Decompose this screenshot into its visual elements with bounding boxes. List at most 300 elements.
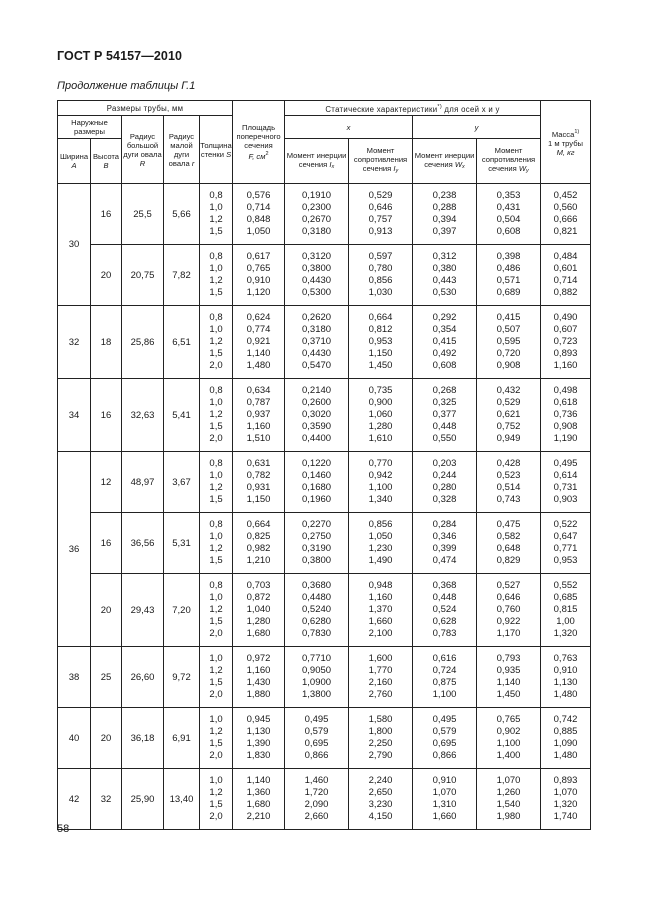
cell-mass [541,769,591,830]
cell-value: 1,2 [209,214,223,225]
cell-value: 0,398 [496,251,521,262]
cell-value: 0,910 [432,775,457,786]
cell-value: 0,621 [496,409,521,420]
cell-area [233,306,285,379]
cell-width-a: 38 [58,647,91,708]
cell-value: 0,2140 [302,385,332,396]
cell-value: 1,100 [432,689,457,700]
cell-value: 0,742 [553,714,578,725]
cell-value: 0,736 [553,409,578,420]
cell-height-b: 16 [91,379,122,452]
cell-value: 0,3020 [302,409,332,420]
header-width: Ширина A [58,139,91,184]
cell-inertia-y [413,452,477,513]
cell-mass [541,379,591,452]
cell-thickness [200,184,233,245]
cell-value: 0,829 [496,555,521,566]
cell-value: 1,3800 [302,689,332,700]
cell-value: 0,607 [553,324,578,335]
cell-value: 0,848 [246,214,271,225]
cell-value: 0,763 [553,653,578,664]
cell-value: 0,910 [246,275,271,286]
cell-height-b: 16 [91,184,122,245]
cell-value: 0,8 [209,519,223,530]
cell-value: 0,3120 [302,251,332,262]
cell-value: 1,400 [496,750,521,761]
cell-value: 0,666 [553,214,578,225]
table-row [58,452,591,513]
table-row [58,647,591,708]
cell-value: 2,0 [209,628,223,639]
cell-value: 0,428 [496,458,521,469]
cell-value: 0,448 [432,421,457,432]
cell-resistance-x [349,184,413,245]
cell-small-radius: 5,31 [164,513,200,574]
cell-value: 1,680 [246,628,271,639]
cell-value: 0,856 [368,275,393,286]
pipe-properties-table [57,100,591,830]
cell-value: 1,070 [553,787,578,798]
cell-height-b: 20 [91,574,122,647]
cell-value: 2,760 [368,689,393,700]
cell-value: 0,3680 [302,580,332,591]
cell-value: 1,460 [304,775,329,786]
cell-value: 0,3800 [302,555,332,566]
cell-value: 0,949 [496,433,521,444]
cell-value: 0,937 [246,409,271,420]
cell-value: 1,370 [368,604,393,615]
cell-resistance-y [477,245,541,306]
cell-inertia-x [285,708,349,769]
cell-mass [541,513,591,574]
header-resistance-y: Момент сопротивления сечения Wy [477,139,541,184]
cell-value: 1,680 [246,799,271,810]
cell-value: 0,893 [553,775,578,786]
cell-value: 0,770 [368,458,393,469]
table-body [58,184,591,830]
cell-value: 1,740 [553,811,578,822]
cell-value: 1,5 [209,555,223,566]
cell-value: 0,624 [246,312,271,323]
cell-value: 1,540 [496,799,521,810]
cell-inertia-x [285,245,349,306]
cell-value: 0,571 [496,275,521,286]
cell-value: 0,7710 [302,653,332,664]
cell-resistance-y [477,184,541,245]
cell-value: 0,4400 [302,433,332,444]
cell-value: 1,0 [209,653,223,664]
cell-value: 2,790 [368,750,393,761]
cell-thickness [200,245,233,306]
cell-value: 0,608 [432,360,457,371]
cell-value: 0,953 [368,336,393,347]
cell-resistance-x [349,513,413,574]
cell-height-b: 12 [91,452,122,513]
cell-value: 1,450 [496,689,521,700]
cell-area [233,647,285,708]
cell-value: 0,664 [246,519,271,530]
cell-value: 0,5240 [302,604,332,615]
cell-value: 0,560 [553,202,578,213]
cell-value: 0,902 [496,726,521,737]
cell-value: 0,723 [553,336,578,347]
cell-value: 0,3180 [302,324,332,335]
cell-value: 0,731 [553,482,578,493]
cell-height-b: 25 [91,647,122,708]
cell-value: 0,397 [432,226,457,237]
cell-value: 1,490 [368,555,393,566]
cell-value: 1,190 [553,433,578,444]
cell-value: 0,380 [432,263,457,274]
cell-value: 0,495 [304,714,329,725]
cell-value: 2,0 [209,360,223,371]
cell-resistance-y [477,708,541,769]
cell-value: 0,346 [432,531,457,542]
cell-value: 0,866 [432,750,457,761]
cell-height-b: 20 [91,245,122,306]
cell-value: 1,060 [368,409,393,420]
cell-resistance-x [349,452,413,513]
cell-value: 2,210 [246,811,271,822]
cell-value: 0,2620 [302,312,332,323]
cell-value: 1,150 [246,494,271,505]
cell-value: 1,030 [368,287,393,298]
cell-value: 0,714 [553,275,578,286]
cell-value: 1,0 [209,531,223,542]
cell-value: 0,6280 [302,616,332,627]
cell-value: 1,00 [556,616,575,627]
cell-value: 0,882 [553,287,578,298]
cell-value: 0,8 [209,312,223,323]
cell-value: 1,0 [209,714,223,725]
cell-value: 0,514 [496,482,521,493]
cell-resistance-x [349,769,413,830]
cell-value: 0,280 [432,482,457,493]
cell-value: 2,100 [368,628,393,639]
cell-value: 0,8 [209,385,223,396]
header-inertia-y: Момент инерции сечения Wx [413,139,477,184]
cell-width-a: 34 [58,379,91,452]
cell-value: 0,492 [432,348,457,359]
cell-thickness [200,452,233,513]
cell-width-a: 40 [58,708,91,769]
header-outer-sizes: Наружные размеры [58,116,122,139]
cell-mass [541,708,591,769]
cell-value: 1,480 [553,750,578,761]
cell-value: 1,5 [209,799,223,810]
cell-value: 0,2670 [302,214,332,225]
cell-value: 0,579 [432,726,457,737]
cell-value: 0,312 [432,251,457,262]
cell-value: 1,2 [209,409,223,420]
cell-value: 1,2 [209,543,223,554]
cell-inertia-y [413,513,477,574]
cell-value: 1,510 [246,433,271,444]
cell-value: 0,486 [496,263,521,274]
cell-big-radius: 20,75 [122,245,164,306]
cell-thickness [200,513,233,574]
cell-value: 2,250 [368,738,393,749]
cell-thickness [200,708,233,769]
cell-value: 0,292 [432,312,457,323]
cell-value: 0,628 [432,616,457,627]
table-row [58,708,591,769]
cell-height-b: 20 [91,708,122,769]
header-pipe-sizes: Размеры трубы, мм [58,101,233,116]
table-row [58,379,591,452]
cell-inertia-y [413,574,477,647]
cell-value: 0,910 [553,665,578,676]
cell-small-radius: 7,82 [164,245,200,306]
header-axis-x: x [285,116,413,139]
cell-width-a: 30 [58,184,91,306]
cell-inertia-y [413,245,477,306]
cell-value: 4,150 [368,811,393,822]
cell-value: 0,757 [368,214,393,225]
cell-value: 0,1460 [302,470,332,481]
cell-value: 0,982 [246,543,271,554]
cell-value: 0,703 [246,580,271,591]
cell-value: 0,579 [304,726,329,737]
cell-value: 0,695 [432,738,457,749]
header-resistance-x: Момент сопротивления сечения Iy [349,139,413,184]
cell-resistance-y [477,769,541,830]
cell-value: 0,507 [496,324,521,335]
cell-value: 0,504 [496,214,521,225]
cell-value: 0,5300 [302,287,332,298]
cell-value: 1,5 [209,226,223,237]
cell-value: 1,120 [246,287,271,298]
cell-value: 1,210 [246,555,271,566]
cell-value: 0,530 [432,287,457,298]
cell-value: 1,130 [246,726,271,737]
cell-big-radius: 26,60 [122,647,164,708]
cell-value: 0,490 [553,312,578,323]
cell-value: 1,310 [432,799,457,810]
cell-value: 0,614 [553,470,578,481]
cell-value: 3,230 [368,799,393,810]
cell-value: 1,320 [553,628,578,639]
cell-value: 0,875 [432,677,457,688]
cell-value: 0,821 [553,226,578,237]
cell-value: 0,432 [496,385,521,396]
cell-value: 1,2 [209,787,223,798]
cell-value: 0,284 [432,519,457,530]
cell-value: 0,495 [553,458,578,469]
cell-value: 0,608 [496,226,521,237]
cell-big-radius: 25,5 [122,184,164,245]
cell-area [233,184,285,245]
cell-value: 0,203 [432,458,457,469]
cell-value: 1,830 [246,750,271,761]
cell-value: 0,771 [553,543,578,554]
cell-value: 1,880 [246,689,271,700]
cell-big-radius: 32,63 [122,379,164,452]
cell-thickness [200,306,233,379]
cell-height-b: 32 [91,769,122,830]
header-height: Высота B [91,139,122,184]
cell-value: 1,480 [553,689,578,700]
cell-value: 1,5 [209,421,223,432]
cell-value: 0,238 [432,190,457,201]
cell-value: 0,448 [432,592,457,603]
cell-value: 0,268 [432,385,457,396]
cell-value: 2,650 [368,787,393,798]
cell-inertia-x [285,769,349,830]
cell-width-a: 42 [58,769,91,830]
cell-value: 1,0900 [302,677,332,688]
cell-width-a: 36 [58,452,91,647]
cell-value: 1,5 [209,348,223,359]
cell-value: 1,160 [246,421,271,432]
cell-value: 0,368 [432,580,457,591]
cell-height-b: 18 [91,306,122,379]
header-inertia-x: Момент инерции сечения Ix [285,139,349,184]
cell-big-radius: 29,43 [122,574,164,647]
cell-value: 0,872 [246,592,271,603]
cell-value: 0,972 [246,653,271,664]
header-mass: Масса$^{1)}$ 1 м трубы M, кг [541,101,591,184]
cell-value: 0,618 [553,397,578,408]
cell-value: 0,1910 [302,190,332,201]
cell-value: 0,787 [246,397,271,408]
cell-value: 0,484 [553,251,578,262]
cell-value: 0,415 [432,336,457,347]
cell-thickness [200,769,233,830]
cell-value: 0,244 [432,470,457,481]
cell-value: 0,812 [368,324,393,335]
cell-value: 0,399 [432,543,457,554]
cell-value: 1,160 [246,665,271,676]
cell-value: 1,170 [496,628,521,639]
cell-value: 0,942 [368,470,393,481]
cell-value: 0,4480 [302,592,332,603]
cell-value: 0,498 [553,385,578,396]
cell-value: 2,090 [304,799,329,810]
cell-big-radius: 25,90 [122,769,164,830]
cell-inertia-y [413,379,477,452]
cell-value: 0,582 [496,531,521,542]
cell-value: 2,0 [209,811,223,822]
cell-value: 0,7830 [302,628,332,639]
cell-area [233,513,285,574]
cell-value: 0,529 [496,397,521,408]
cell-big-radius: 36,56 [122,513,164,574]
cell-small-radius: 3,67 [164,452,200,513]
cell-value: 1,2 [209,665,223,676]
cell-value: 0,377 [432,409,457,420]
cell-value: 0,664 [368,312,393,323]
cell-value: 0,2300 [302,202,332,213]
cell-value: 1,5 [209,677,223,688]
cell-value: 0,648 [496,543,521,554]
cell-value: 0,1220 [302,458,332,469]
cell-value: 0,9050 [302,665,332,676]
table-row [58,306,591,379]
cell-value: 0,475 [496,519,521,530]
cell-value: 1,2 [209,726,223,737]
table-row [58,574,591,647]
cell-value: 0,617 [246,251,271,262]
cell-value: 1,0 [209,324,223,335]
cell-value: 0,900 [368,397,393,408]
cell-value: 0,8 [209,580,223,591]
cell-value: 0,474 [432,555,457,566]
cell-value: 1,140 [246,775,271,786]
cell-mass [541,245,591,306]
cell-value: 0,394 [432,214,457,225]
cell-value: 0,443 [432,275,457,286]
cell-thickness [200,647,233,708]
cell-value: 1,610 [368,433,393,444]
document-title: ГОСТ Р 54157—2010 [57,49,183,63]
cell-value: 0,647 [553,531,578,542]
cell-value: 1,0 [209,263,223,274]
cell-resistance-x [349,245,413,306]
cell-value: 1,100 [368,482,393,493]
cell-resistance-x [349,574,413,647]
cell-value: 0,646 [496,592,521,603]
cell-value: 0,3590 [302,421,332,432]
cell-value: 0,948 [368,580,393,591]
cell-value: 0,743 [496,494,521,505]
cell-value: 0,3180 [302,226,332,237]
cell-value: 1,0 [209,775,223,786]
cell-value: 1,130 [553,677,578,688]
cell-value: 0,616 [432,653,457,664]
cell-value: 0,782 [246,470,271,481]
cell-value: 0,913 [368,226,393,237]
table-row [58,245,591,306]
cell-mass [541,647,591,708]
cell-value: 0,1680 [302,482,332,493]
cell-value: 1,260 [496,787,521,798]
cell-value: 0,825 [246,531,271,542]
cell-value: 0,4430 [302,348,332,359]
cell-inertia-x [285,513,349,574]
cell-value: 0,774 [246,324,271,335]
cell-value: 1,230 [368,543,393,554]
cell-value: 0,765 [246,263,271,274]
cell-mass [541,452,591,513]
cell-inertia-x [285,452,349,513]
cell-resistance-x [349,647,413,708]
header-axis-y: y [413,116,541,139]
cell-value: 0,945 [246,714,271,725]
cell-small-radius: 5,66 [164,184,200,245]
header-big-radius: Радиус большой дуги овала R [122,116,164,184]
cell-value: 1,2 [209,482,223,493]
cell-resistance-y [477,306,541,379]
cell-thickness [200,574,233,647]
cell-value: 0,431 [496,202,521,213]
cell-big-radius: 48,97 [122,452,164,513]
cell-value: 0,550 [432,433,457,444]
cell-inertia-y [413,769,477,830]
cell-value: 1,050 [246,226,271,237]
cell-inertia-x [285,574,349,647]
cell-value: 0,752 [496,421,521,432]
cell-value: 1,100 [496,738,521,749]
cell-area [233,574,285,647]
cell-value: 0,931 [246,482,271,493]
cell-value: 1,0 [209,592,223,603]
cell-value: 1,580 [368,714,393,725]
cell-value: 0,523 [496,470,521,481]
cell-value: 0,908 [496,360,521,371]
cell-thickness [200,379,233,452]
cell-value: 1,280 [246,616,271,627]
